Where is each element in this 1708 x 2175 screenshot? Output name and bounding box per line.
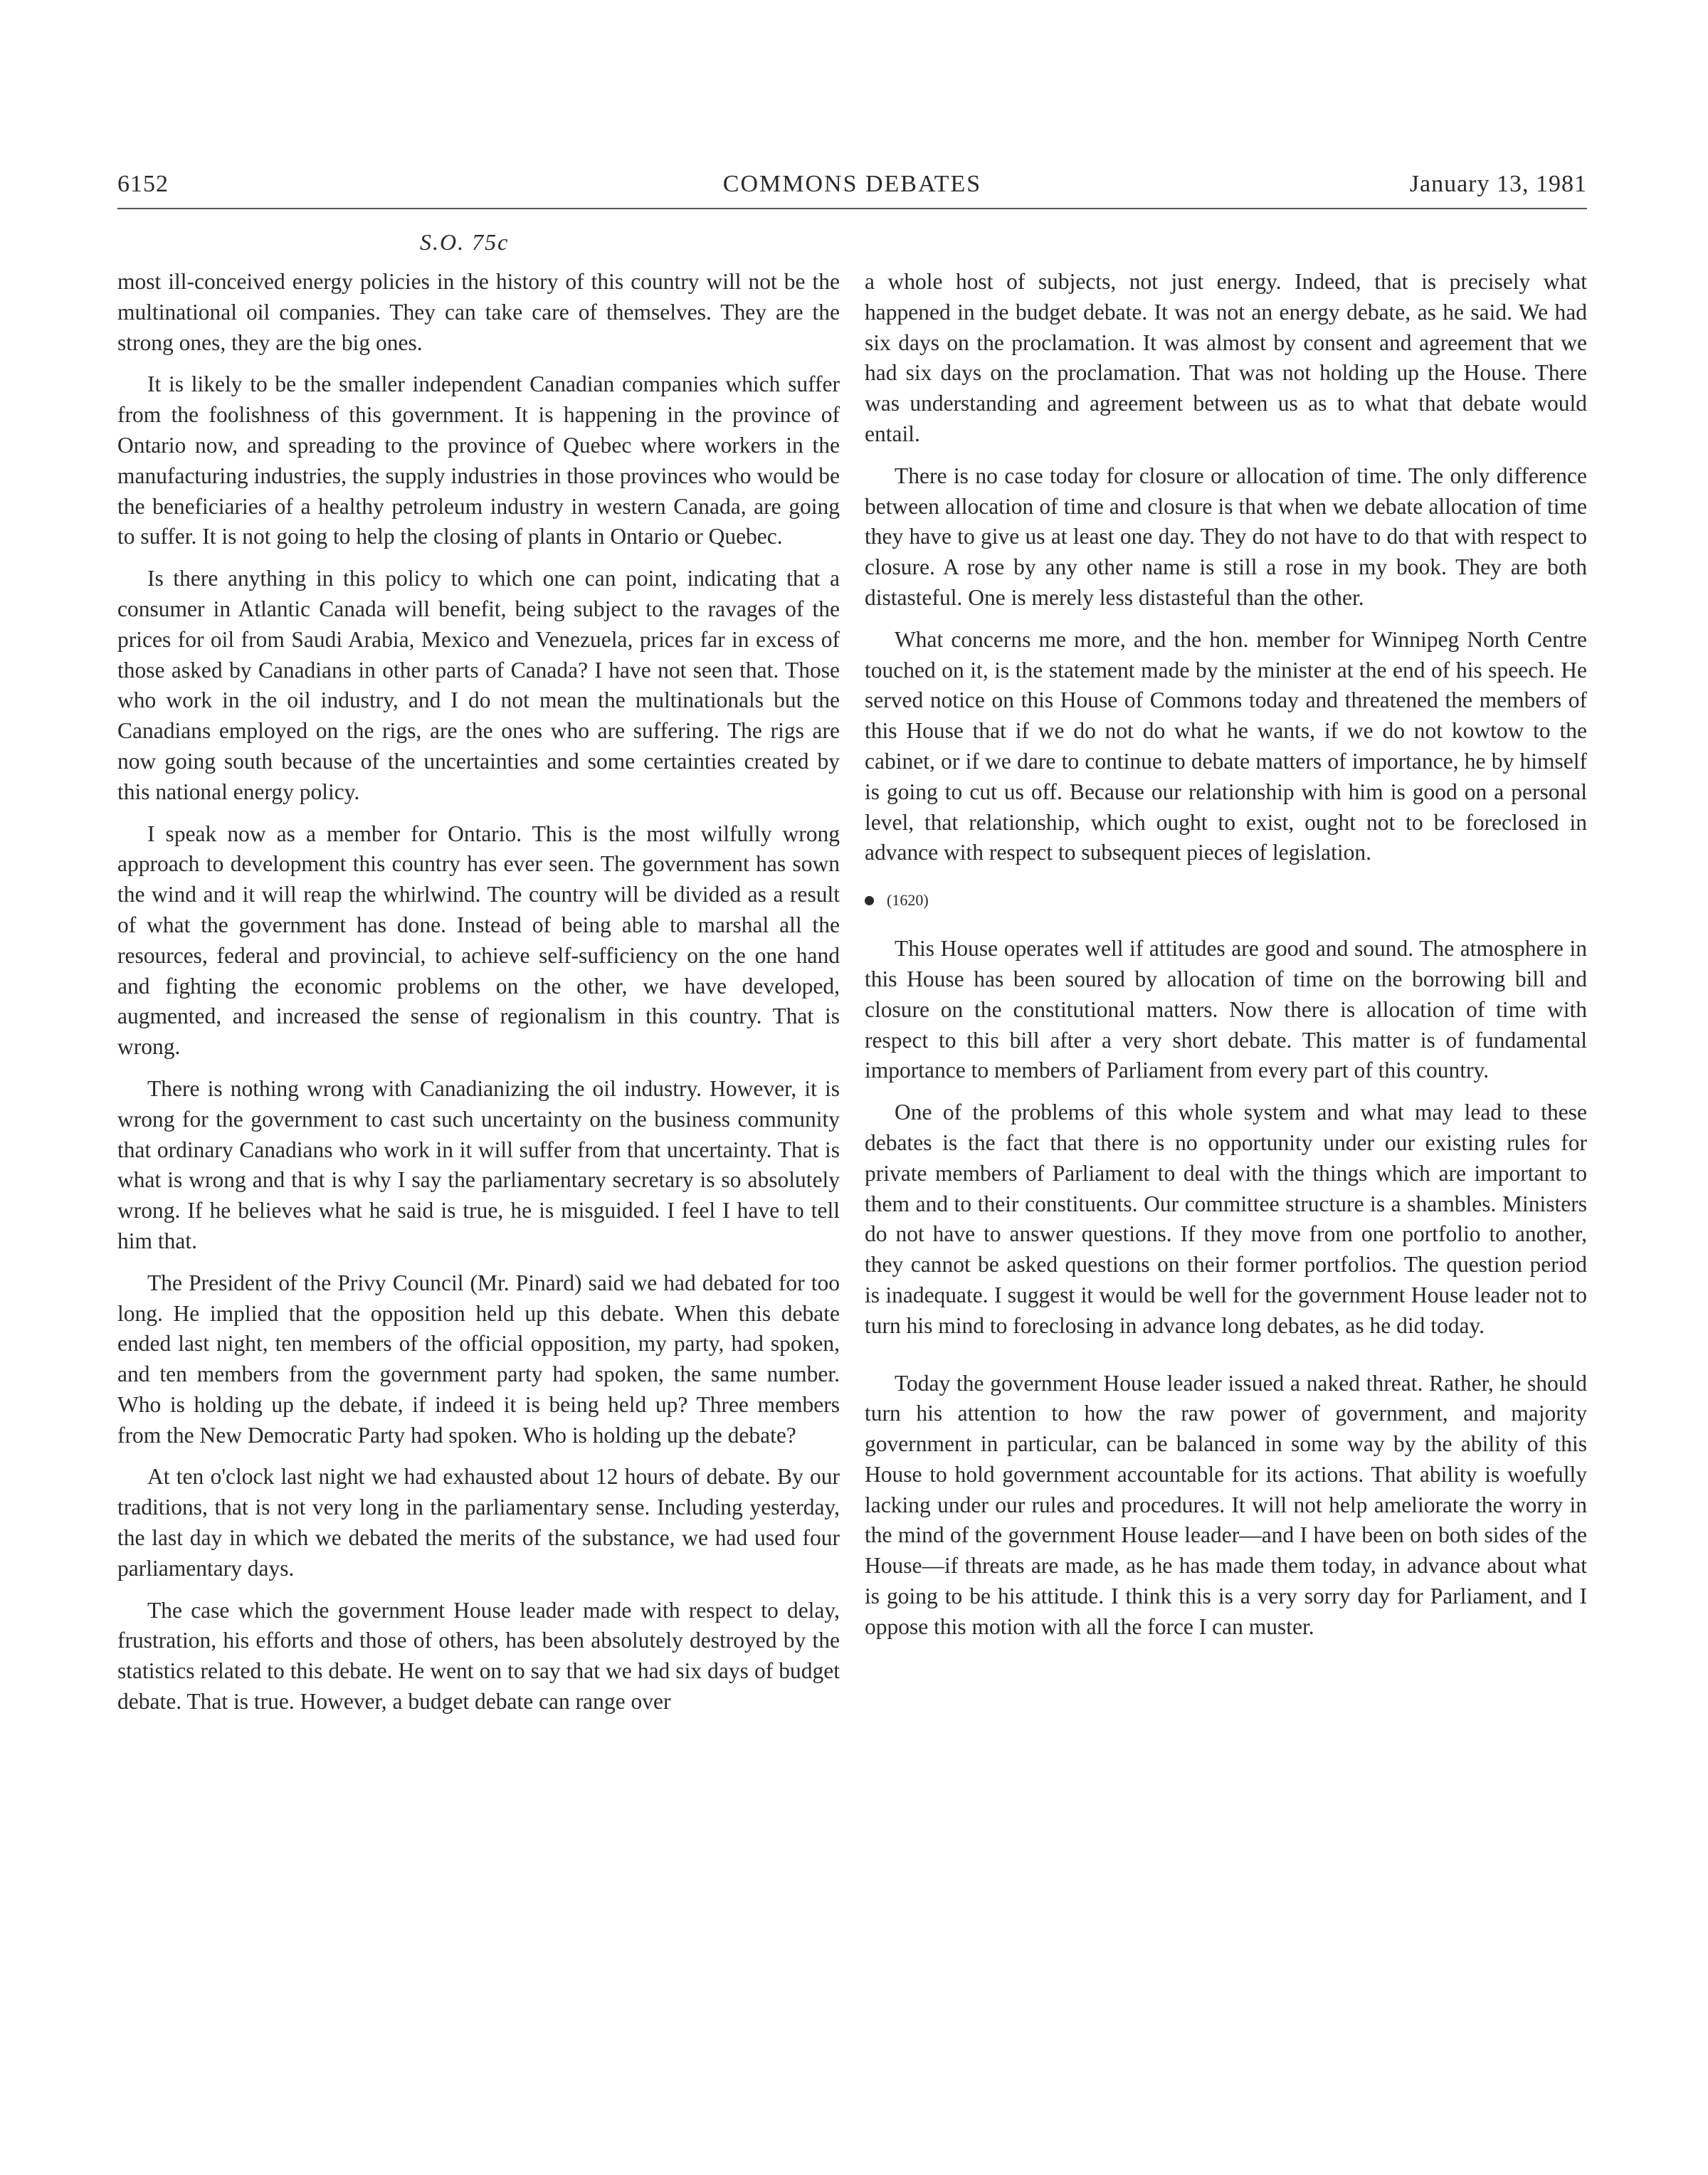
paragraph: a whole host of subjects, not just energy. Indeed, that is precisely what happened in the budget debate. It was not an energy debate, as he said. We had six days on the proclamation. It was almost by consent and agreement that we had six days on the proclamation. That was not holding up the House. There was understanding and agreement between us as to what that debate would entail. (865, 269, 1587, 446)
right-column (865, 267, 1587, 1654)
paragraph: One of the problems of this whole system and what may lead to these debates is the fact that there is no opportunity under our existing rules for private members of Parliament to deal with the things which are important to them and to their constituents. Our committee structure is a shambles. Ministers do not have to answer questions. If they move from one portfolio to another, they cannot be asked questions on their former portfolios. The question period is inadequate. I suggest it would be well for the government House leader not to turn his mind to foreclosing in advance long debates, as he did today. (865, 1100, 1587, 1338)
time-marker (865, 890, 1587, 911)
paragraph: The case which the government House leader made with respect to delay, frustration, his efforts and those of others, has been absolutely destroyed by the statistics related to this debate. He went on to say that we had six days of budget debate. That is true. However, a budget debate can range over (117, 1597, 840, 1715)
time-marker-label: (1620) (887, 891, 929, 910)
paragraph: At ten o'clock last night we had exhausted about 12 hours of debate. By our traditions, that is not very long in the parliamentary sense. Including yesterday, the last day in which we debated the merits of the substance, we had used four parliamentary days. (117, 1464, 840, 1581)
standing-order-reference: S.O. 75c (420, 229, 510, 255)
paragraph: This House operates well if attitudes are good and sound. The atmosphere in this House has been soured by allocation of time on the borrowing bill and closure on the constitutional matters. Now there is allocation of time with respect to this bill after a very short debate. This matter is of fundamental importance to members of Parliament from every part of this country. (865, 936, 1587, 1083)
paragraph: It is likely to be the smaller independent Canadian companies which suffer from the foolishness of this government. It is happening in the province of Ontario now, and spreading to the province of Quebec where workers in the manufacturing industries, the supply industries in those provinces who would be the beneficiaries of a healthy petroleum industry in western Canada, are going to suffer. It is not going to help the closing of plants in Ontario or Quebec. (117, 372, 840, 549)
paragraph: Today the government House leader issued a naked threat. Rather, he should turn his attention to how the raw power of government, and majority government in particular, can be balanced in some way by the ability of this House to hold government accountable for its actions. That ability is woefully lacking under our rules and procedures. It will not help ameliorate the worry in the mind of the government House leader—and I have been on both sides of the House—if threats are made, as he has made them today, in advance about what is going to be his attitude. I think this is a very sorry day for Parliament, and I oppose this motion with all the force I can muster. (865, 1370, 1587, 1639)
paragraph: There is nothing wrong with Canadianizing the oil industry. However, it is wrong for the government to cast such uncertainty on the business community that ordinary Canadians who work in it will suffer from that uncertainty. That is what is wrong and that is why I say the parliamentary secretary is so absolutely wrong. If he believes what he said is true, he is misguided. I feel I have to tell him that. (117, 1075, 840, 1253)
bullet-icon (865, 896, 874, 905)
paragraph: I speak now as a member for Ontario. This is the most wilfully wrong approach to development this country has ever seen. The government has sown the wind and it will reap the whirlwind. The country will be divided as a result of what the government has done. Instead of being able to marshal all the resources, federal and provincial, to achieve self-sufficiency on the one hand and fighting the economic problems on the other, we have developed, augmented, and increased the sense of regionalism in this country. That is wrong. (117, 821, 840, 1060)
paragraph: most ill-conceived energy policies in the history of this country will not be the multinational oil companies. They can take care of themselves. They are the strong ones, they are the big ones. (117, 269, 840, 355)
paragraph: The President of the Privy Council (Mr. Pinard) said we had debated for too long. He implied that the opposition held up this debate. When this debate ended last night, ten members of the official opposition, my party, had spoken, and ten members from the government party had spoken, the same number. Who is holding up the debate, if indeed it is being held up? Three members from the New Democratic Party had spoken. Who is holding up the debate? (117, 1270, 840, 1448)
page-number: 6152 (117, 171, 169, 197)
page-header (117, 168, 1587, 209)
sitting-date: January 13, 1981 (1409, 171, 1587, 197)
paragraph: Is there anything in this policy to which one can point, indicating that a consumer in Atlantic Canada will benefit, being subject to the ravages of the prices for oil from Saudi Arabia, Mexico and Venezuela, prices far in excess of those asked by Canadians in other parts of Canada? I have not seen that. Those who work in the oil industry, and I do not mean the multinationals but the Canadians employed on the rigs, are the ones who are suffering. The rigs are now going south because of the uncertainties and some certainties created by this national energy policy. (117, 566, 840, 804)
publication-title: COMMONS DEBATES (722, 171, 982, 197)
paragraph: What concerns me more, and the hon. member for Winnipeg North Centre touched on it, is the statement made by the minister at the end of his speech. He served notice on this House of Commons today and threatened the members of this House that if we do not do what he wants, if we do not kowtow to the cabinet, or if we dare to continue to debate matters of importance, he by himself is going to cut us off. Because our relationship with him is good on a personal level, that relationship, which ought to exist, ought not to be foreclosed in advance with respect to subsequent pieces of legislation. (865, 626, 1587, 865)
left-column (117, 267, 840, 1729)
paragraph: There is no case today for closure or allocation of time. The only difference between allocation of time and closure is that when we debate allocation of time they have to give us at least one day. They do not have to do that with respect to closure. A rose by any other name is still a rose in my book. They are both distasteful. One is merely less distasteful than the other. (865, 463, 1587, 610)
